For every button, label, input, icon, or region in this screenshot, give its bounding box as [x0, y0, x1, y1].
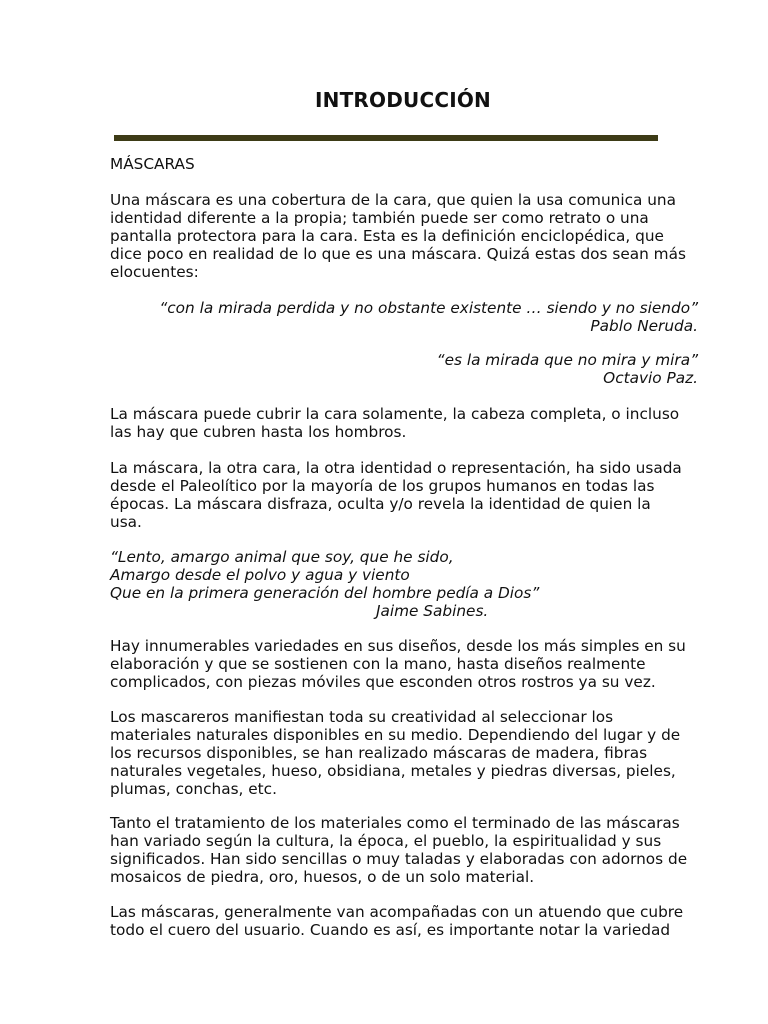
- paragraph-line: los recursos disponibles, se han realizado máscaras de madera, fibras: [110, 744, 648, 762]
- paragraph-line: elocuentes:: [110, 263, 199, 281]
- paragraph-1: [110, 191, 710, 281]
- paragraph-line: Una máscara es una cobertura de la cara, que quien la usa comunica una: [110, 191, 676, 209]
- paragraph-line: elaboración y que se sostienen con la mano, hasta diseños realmente: [110, 655, 646, 673]
- paragraph-line: todo el cuero del usuario. Cuando es así, es importante notar la variedad: [110, 921, 671, 939]
- paragraph-line: identidad diferente a la propia; también puede ser como retrato o una: [110, 209, 649, 227]
- paragraph-line: las hay que cubren hasta los hombros.: [110, 423, 407, 441]
- paragraph-line: dice poco en realidad de lo que es una máscara. Quizá estas dos sean más: [110, 245, 686, 263]
- paragraph-line: han variado según la cultura, la época, el pueblo, la espiritualidad y sus: [110, 832, 662, 850]
- paragraph-line: naturales vegetales, hueso, obsidiana, metales y piedras diversas, pieles,: [110, 762, 676, 780]
- paragraph-line: complicados, con piezas móviles que esconden otros rostros ya su vez.: [110, 673, 656, 691]
- quote-text: “con la mirada perdida y no obstante existente … siendo y no siendo”: [159, 299, 698, 317]
- poem-line: “Lento, amargo animal que soy, que he sido,: [110, 548, 454, 566]
- paragraph-line: mosaicos de piedra, oro, huesos, o de un solo material.: [110, 868, 535, 886]
- paragraph-line: Las máscaras, generalmente van acompañadas con un atuendo que cubre: [110, 903, 684, 921]
- paragraph-6: [110, 814, 710, 886]
- paragraph-3: [110, 459, 710, 531]
- quote-author: Pablo Neruda.: [590, 317, 698, 335]
- paragraph-line: La máscara, la otra cara, la otra identidad o representación, ha sido usada: [110, 459, 682, 477]
- paragraph-7: [110, 903, 710, 939]
- poem-author: Jaime Sabines.: [376, 602, 489, 620]
- page-title: INTRODUCCIÓN: [314, 88, 491, 112]
- poem-line: Amargo desde el polvo y agua y viento: [110, 566, 410, 584]
- paragraph-line: plumas, conchas, etc.: [110, 780, 277, 798]
- poem-line: Que en la primera generación del hombre pedía a Dios”: [110, 584, 540, 602]
- paragraph-line: Hay innumerables variedades en sus diseños, desde los más simples en su: [110, 637, 686, 655]
- title-divider: [114, 135, 658, 141]
- paragraph-line: Los mascareros manifiestan toda su creatividad al seleccionar los: [110, 708, 614, 726]
- paragraph-line: Tanto el tratamiento de los materiales como el terminado de las máscaras: [110, 814, 680, 832]
- paragraph-4: [110, 637, 710, 691]
- paragraph-line: usa.: [110, 513, 142, 531]
- quote-author: Octavio Paz.: [603, 369, 698, 387]
- paragraph-line: La máscara puede cubrir la cara solamente, la cabeza completa, o incluso: [110, 405, 680, 423]
- quote-paz: [110, 351, 698, 387]
- paragraph-line: materiales naturales disponibles en su medio. Dependiendo del lugar y de: [110, 726, 681, 744]
- paragraph-2: [110, 405, 710, 441]
- quote-neruda: [110, 299, 698, 335]
- paragraph-line: pantalla protectora para la cara. Esta es la definición enciclopédica, que: [110, 227, 664, 245]
- paragraph-line: significados. Han sido sencillas o muy taladas y elaboradas con adornos de: [110, 850, 688, 868]
- quote-text: “es la mirada que no mira y mira”: [436, 351, 698, 369]
- section-heading: MÁSCARAS: [110, 155, 195, 173]
- paragraph-5: [110, 708, 710, 798]
- paragraph-line: épocas. La máscara disfraza, oculta y/o revela la identidad de quien la: [110, 495, 651, 513]
- poem-sabines: [110, 548, 710, 620]
- paragraph-line: desde el Paleolítico por la mayoría de los grupos humanos en todas las: [110, 477, 655, 495]
